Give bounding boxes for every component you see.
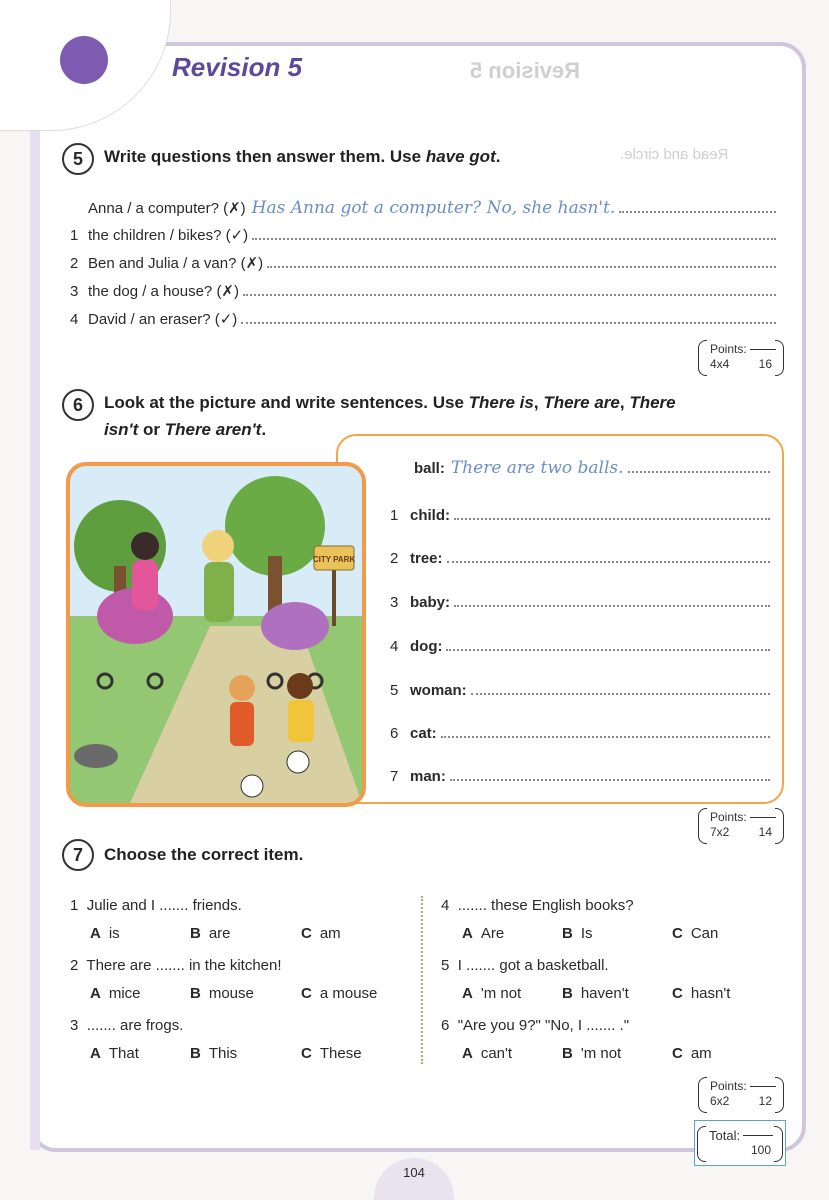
option[interactable]: B mouse bbox=[190, 985, 254, 1002]
answer-line[interactable] bbox=[441, 724, 770, 738]
question-row: 2 Ben and Julia / a van? (✗) bbox=[70, 254, 776, 272]
park-illustration bbox=[66, 462, 366, 807]
answer-line[interactable] bbox=[454, 593, 770, 607]
points-box: Points: 4x4 16 bbox=[698, 340, 784, 374]
exercise-number: 5 bbox=[62, 143, 94, 175]
answer-line[interactable] bbox=[447, 549, 770, 563]
sentence-row: 3 baby: bbox=[390, 593, 770, 611]
question: 6 "Are you 9?" "No, I ....... ." bbox=[441, 1017, 630, 1034]
sentence-row: 1 child: bbox=[390, 506, 770, 524]
prompt: the children / bikes? (✓) bbox=[88, 227, 249, 244]
answer-line[interactable] bbox=[450, 767, 770, 781]
example-row: ball: There are two balls. bbox=[414, 458, 770, 478]
park-scene bbox=[70, 466, 362, 803]
exercise-title: Write questions then answer them. Use have got. bbox=[104, 147, 501, 166]
option[interactable]: A 'm not bbox=[462, 985, 522, 1002]
answer-line[interactable] bbox=[267, 254, 776, 268]
question-row: 1 the children / bikes? (✓) bbox=[70, 226, 776, 244]
sentence-row: 5 woman: bbox=[390, 681, 770, 699]
child-icon bbox=[229, 675, 255, 701]
option[interactable]: C These bbox=[301, 1045, 362, 1062]
answer-panel bbox=[336, 434, 784, 804]
question-row: 4 David / an eraser? (✓) bbox=[70, 310, 776, 328]
sentence-row: 6 cat: bbox=[390, 724, 770, 742]
question-row: 3 the dog / a house? (✗) bbox=[70, 282, 776, 300]
exercise-number: 7 bbox=[62, 839, 94, 871]
answer-line[interactable] bbox=[454, 506, 770, 520]
question: 2 There are ....... in the kitchen! bbox=[70, 957, 282, 974]
option[interactable]: B haven't bbox=[562, 985, 629, 1002]
prompt: the dog / a house? (✗) bbox=[88, 283, 239, 300]
example-row bbox=[88, 198, 776, 218]
left-strip bbox=[30, 130, 40, 1150]
question: 4 ....... these English books? bbox=[441, 897, 634, 914]
answer-line[interactable] bbox=[241, 310, 776, 324]
answer-line[interactable] bbox=[628, 459, 770, 473]
handwritten-answer: There are two balls. bbox=[450, 458, 624, 478]
option[interactable]: A is bbox=[90, 925, 120, 942]
exercise-number: 6 bbox=[62, 389, 94, 421]
woman-icon bbox=[131, 532, 159, 560]
option[interactable]: C am bbox=[672, 1045, 712, 1062]
sentence-row: 4 dog: bbox=[390, 637, 770, 655]
option[interactable]: B This bbox=[190, 1045, 238, 1062]
answer-line[interactable] bbox=[446, 637, 770, 651]
option[interactable]: B Is bbox=[562, 925, 593, 942]
option[interactable]: A can't bbox=[462, 1045, 513, 1062]
sentence-row: 2 tree: bbox=[390, 549, 770, 567]
prompt: David / an eraser? (✓) bbox=[88, 311, 238, 328]
question: 3 ....... are frogs. bbox=[70, 1017, 184, 1034]
ball-icon bbox=[241, 775, 263, 797]
option[interactable]: A That bbox=[90, 1045, 139, 1062]
question: 5 I ....... got a basketball. bbox=[441, 957, 609, 974]
option[interactable]: C hasn't bbox=[672, 985, 731, 1002]
sign-text: CITY PARK bbox=[312, 555, 356, 564]
option[interactable]: A mice bbox=[90, 985, 141, 1002]
ball-icon bbox=[287, 751, 309, 773]
total-box bbox=[694, 1120, 786, 1166]
option[interactable]: C am bbox=[301, 925, 341, 942]
total-score: Total: 100 bbox=[697, 1126, 783, 1160]
cat-icon bbox=[74, 744, 118, 768]
bleed-text: Read and circle. bbox=[620, 146, 729, 163]
purple-dot-icon bbox=[60, 36, 108, 84]
option[interactable]: C a mouse bbox=[301, 985, 378, 1002]
exercise-title: Look at the picture and write sentences. Use There is, There are, There bbox=[104, 393, 676, 412]
bleed-text: Revision 5 bbox=[470, 58, 581, 83]
child-icon bbox=[287, 673, 313, 699]
pram-icon bbox=[261, 602, 329, 650]
sentence-row: 7 man: bbox=[390, 767, 770, 785]
answer-line[interactable] bbox=[471, 681, 770, 695]
handwritten-answer: Has Anna got a computer? No, she hasn't. bbox=[251, 198, 616, 218]
question: 1 Julie and I ....... friends. bbox=[70, 897, 242, 914]
exercise-title-line2: isn't or There aren't. bbox=[104, 420, 267, 439]
option[interactable]: C Can bbox=[672, 925, 719, 942]
prompt: Ben and Julia / a van? (✗) bbox=[88, 255, 264, 272]
exercise-title: Choose the correct item. bbox=[104, 845, 304, 864]
answer-line[interactable] bbox=[252, 226, 776, 240]
woman-icon bbox=[202, 530, 234, 562]
page-title: Revision 5 bbox=[172, 52, 303, 82]
prompt: Anna / a computer? (✗) bbox=[88, 200, 246, 217]
option[interactable]: B 'm not bbox=[562, 1045, 622, 1062]
answer-line[interactable] bbox=[619, 199, 776, 213]
option[interactable]: A Are bbox=[462, 925, 505, 942]
answer-line[interactable] bbox=[243, 282, 776, 296]
option[interactable]: B are bbox=[190, 925, 231, 942]
points-box: Points: 6x2 12 bbox=[698, 1077, 784, 1111]
page-number: 104 bbox=[374, 1158, 454, 1200]
points-box: Points: 7x2 14 bbox=[698, 808, 784, 842]
column-divider bbox=[421, 896, 423, 1064]
